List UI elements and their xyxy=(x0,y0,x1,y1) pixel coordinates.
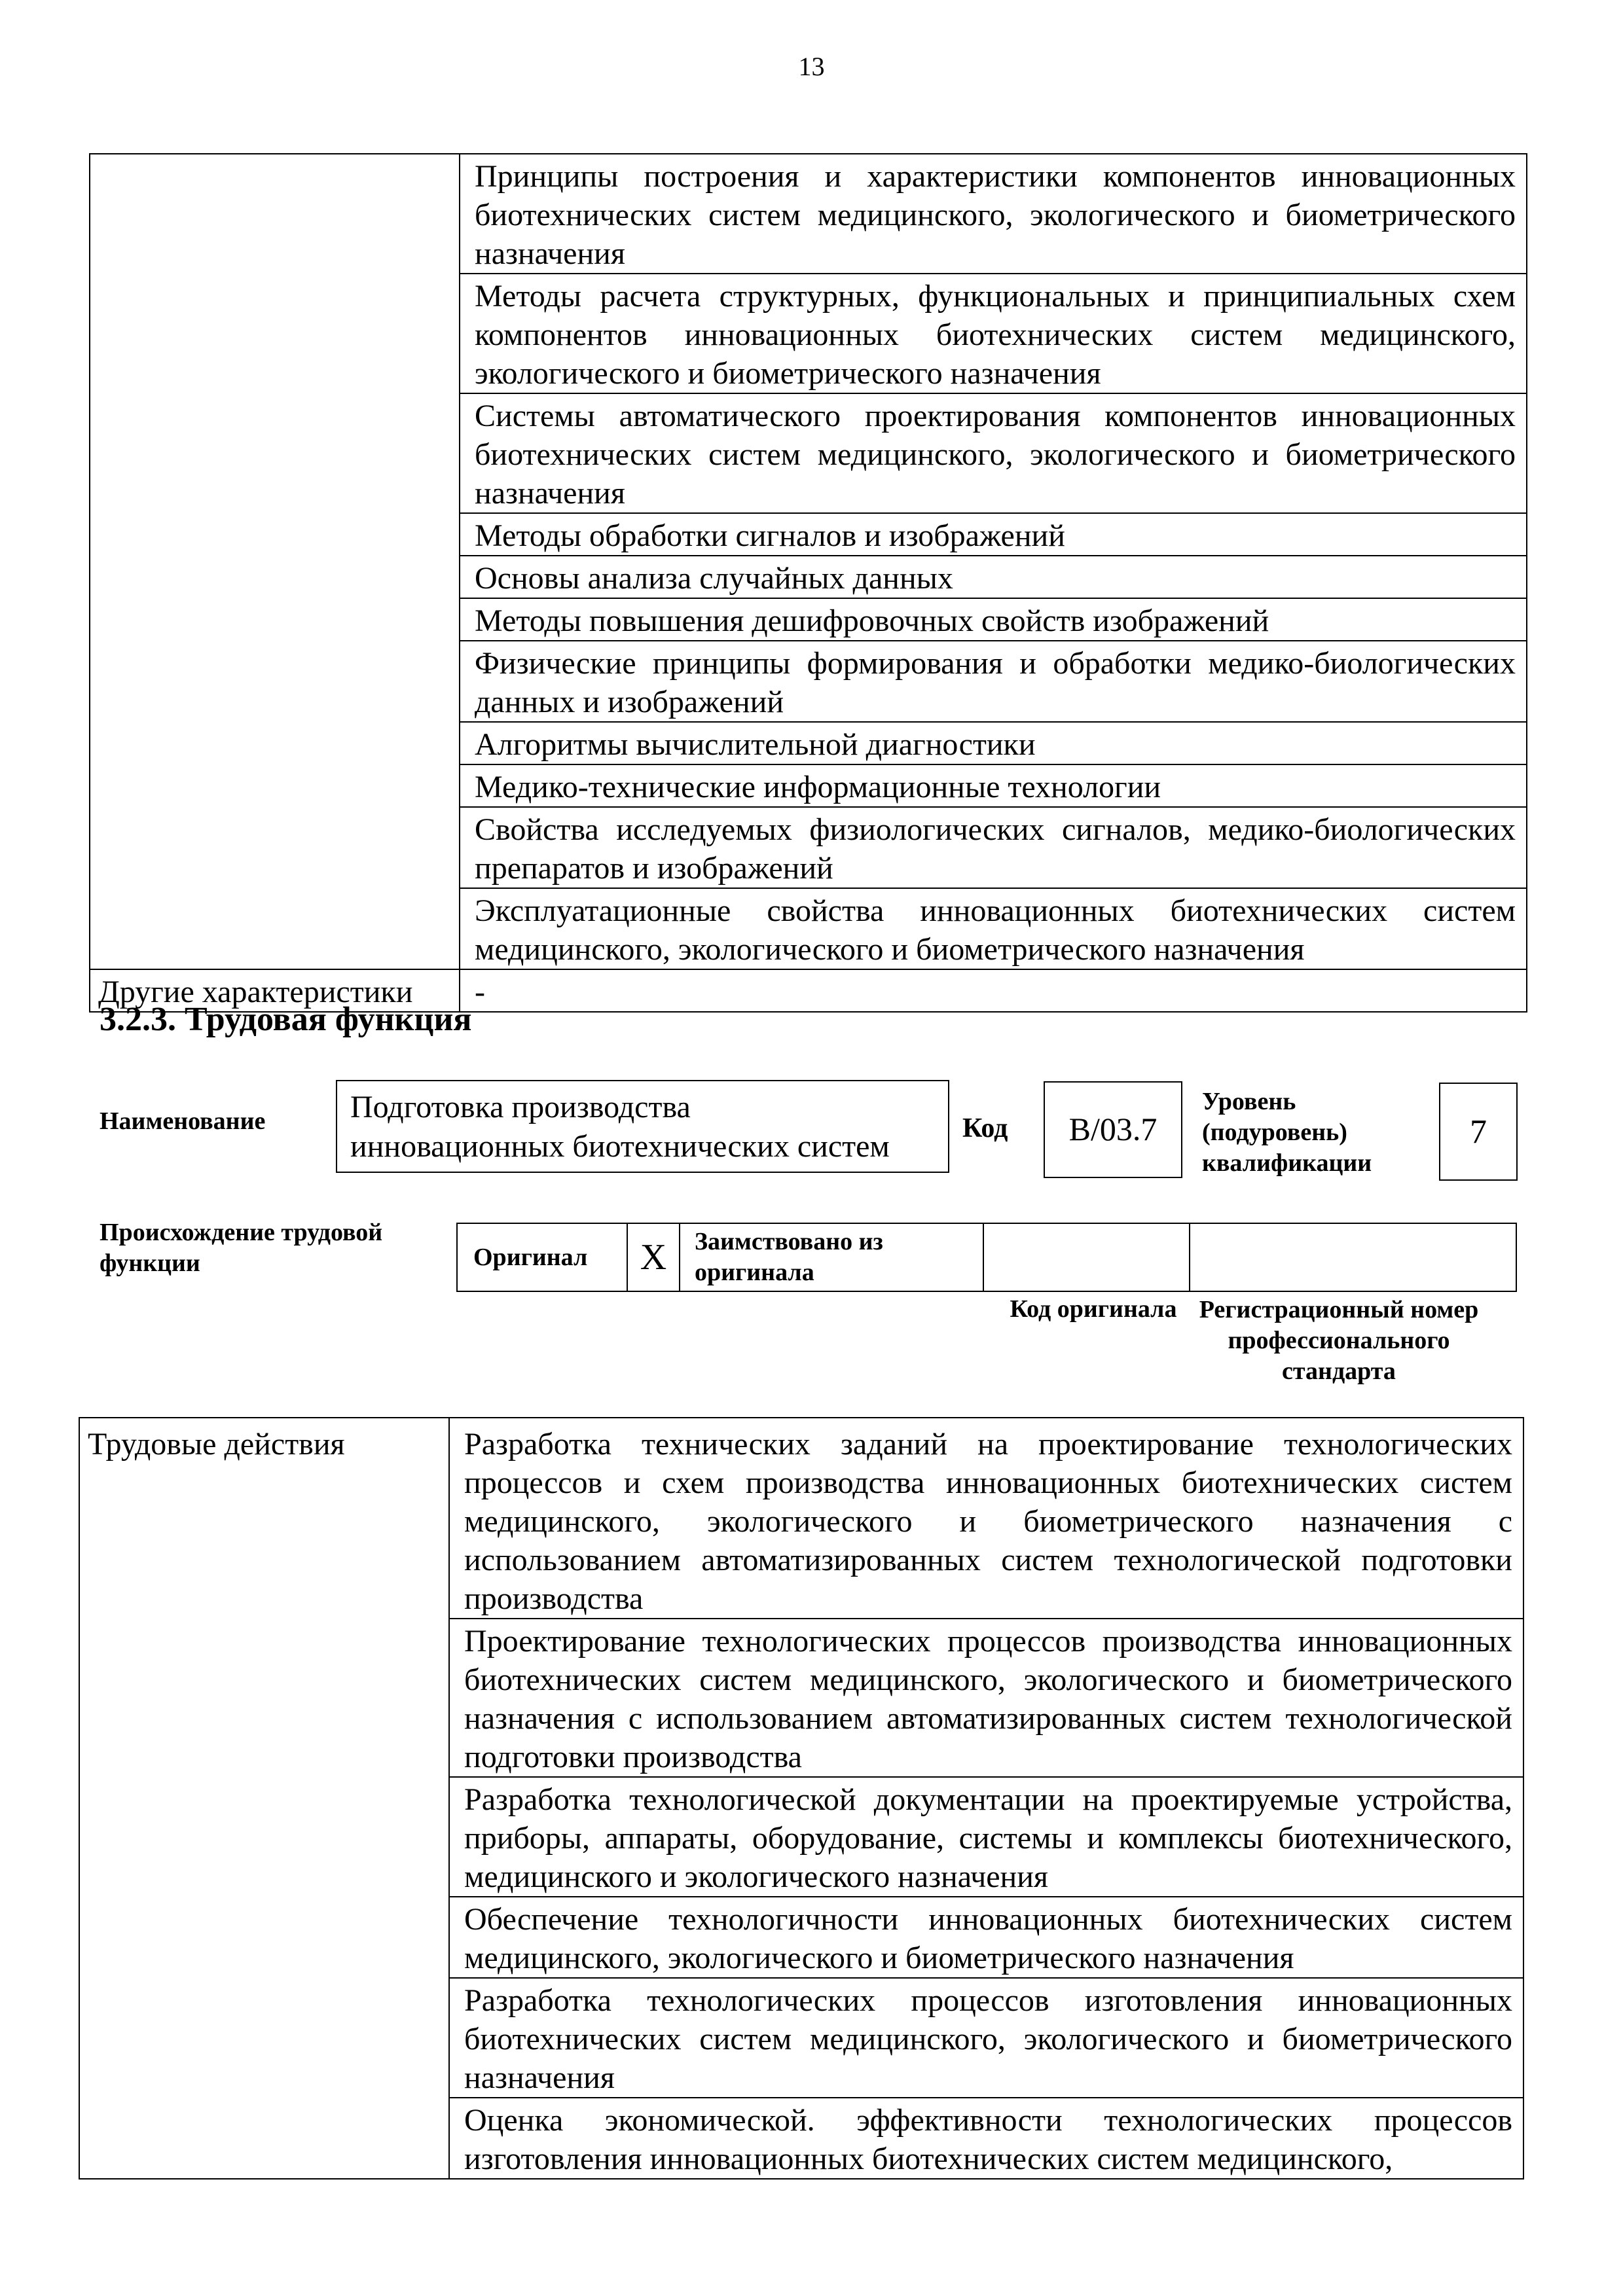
table-row xyxy=(457,1223,1516,1291)
labor-action-item: Разработка технических заданий на проектирование технологических процессов и схем производства инновационных биотехнических систем медицинского, экологического и биометрического назначения с использованием автоматизированных систем технологической подготовки производства xyxy=(449,1418,1523,1619)
reg-caption-line2: профессионального xyxy=(1228,1327,1450,1354)
knowledge-item: Медико-технические информационные технологии xyxy=(460,764,1527,807)
reg-caption-line1: Регистрационный номер xyxy=(1199,1296,1479,1323)
knowledge-item: Алгоритмы вычислительной диагностики xyxy=(460,722,1527,764)
knowledge-item: Системы автоматического проектирования компонентов инновационных биотехнических систем медицинского, экологического и биометрического назначения xyxy=(460,393,1527,513)
code-label: Код xyxy=(962,1113,1008,1143)
name-label: Наименование xyxy=(100,1107,266,1135)
labor-action-item: Оценка экономической. эффективности технологических процессов изготовления инновационных биотехнических систем медицинского, xyxy=(449,2098,1523,2179)
level-value-box xyxy=(1439,1083,1518,1181)
level-label-line3: квалификации xyxy=(1202,1149,1372,1177)
function-name-line1: Подготовка производства xyxy=(350,1090,691,1124)
original-mark: X xyxy=(627,1223,680,1291)
reg-caption-line3: стандарта xyxy=(1282,1357,1396,1385)
knowledge-item: Физические принципы формирования и обработки медико-биологических данных и изображений xyxy=(460,641,1527,722)
knowledge-item: Свойства исследуемых физиологических сигналов, медико-биологических препаратов и изображений xyxy=(460,807,1527,888)
knowledge-table xyxy=(89,153,1527,1013)
function-name-line2: инновационных биотехнических систем xyxy=(350,1129,890,1164)
other-characteristics-value: - xyxy=(460,969,1527,1012)
original-code-caption: Код оригинала xyxy=(1010,1295,1177,1323)
level-value: 7 xyxy=(1470,1113,1487,1151)
labor-action-item: Разработка технологических процессов изготовления инновационных биотехнических систем медицинского, экологического и биометрического назначения xyxy=(449,1978,1523,2098)
labor-action-item: Разработка технологической документации на проектируемые устройства, приборы, аппараты, оборудование, системы и комплексы биотехнического, медицинского и экологического назначения xyxy=(449,1777,1523,1897)
labor-actions-label: Трудовые действия xyxy=(79,1418,449,2179)
section-title: 3.2.3. Трудовая функция xyxy=(100,1001,472,1038)
code-value-box xyxy=(1044,1081,1182,1178)
table-row xyxy=(90,154,1527,274)
knowledge-item: Принципы построения и характеристики компонентов инновационных биотехнических систем медицинского, экологического и биометрического назначения xyxy=(460,154,1527,274)
table-row xyxy=(79,1418,1523,1619)
table-cell-empty xyxy=(90,154,460,969)
level-label-line2: (подуровень) xyxy=(1202,1119,1347,1146)
knowledge-item: Основы анализа случайных данных xyxy=(460,556,1527,598)
qualification-level-label xyxy=(1202,1086,1372,1179)
labor-action-item: Проектирование технологических процессов производства инновационных биотехнических систем медицинского, экологического и биометрического назначения с использованием автоматизированных систем технологической подготовки производства xyxy=(449,1619,1523,1777)
original-code-cell xyxy=(983,1223,1190,1291)
borrowed-line1: Заимствовано из xyxy=(695,1228,883,1255)
origin-label xyxy=(100,1217,382,1279)
page-number: 13 xyxy=(798,52,825,81)
registration-number-cell xyxy=(1190,1223,1516,1291)
registration-number-caption xyxy=(1182,1295,1496,1387)
other-characteristics-label: Другие характеристики xyxy=(90,969,460,1012)
knowledge-item: Методы обработки сигналов и изображений xyxy=(460,513,1527,556)
labor-action-item: Обеспечение технологичности инновационных биотехнических систем медицинского, экологического и биометрического назначения xyxy=(449,1897,1523,1978)
origin-label-line2: функции xyxy=(100,1249,200,1277)
knowledge-item: Эксплуатационные свойства инновационных биотехнических систем медицинского, экологического и биометрического назначения xyxy=(460,888,1527,969)
function-name-box xyxy=(336,1080,949,1173)
level-label-line1: Уровень xyxy=(1202,1088,1296,1115)
original-label: Оригинал xyxy=(457,1223,627,1291)
borrowed-label xyxy=(680,1223,983,1291)
labor-actions-table xyxy=(79,1417,1524,2179)
knowledge-item: Методы повышения дешифровочных свойств изображений xyxy=(460,598,1527,641)
borrowed-line2: оригинала xyxy=(695,1259,814,1286)
origin-table xyxy=(456,1223,1517,1292)
code-value: B/03.7 xyxy=(1068,1111,1158,1147)
knowledge-item: Методы расчета структурных, функциональных и принципиальных схем компонентов инновационных биотехнических систем медицинского, экологического и биометрического назначения xyxy=(460,274,1527,393)
origin-label-line1: Происхождение трудовой xyxy=(100,1219,383,1246)
